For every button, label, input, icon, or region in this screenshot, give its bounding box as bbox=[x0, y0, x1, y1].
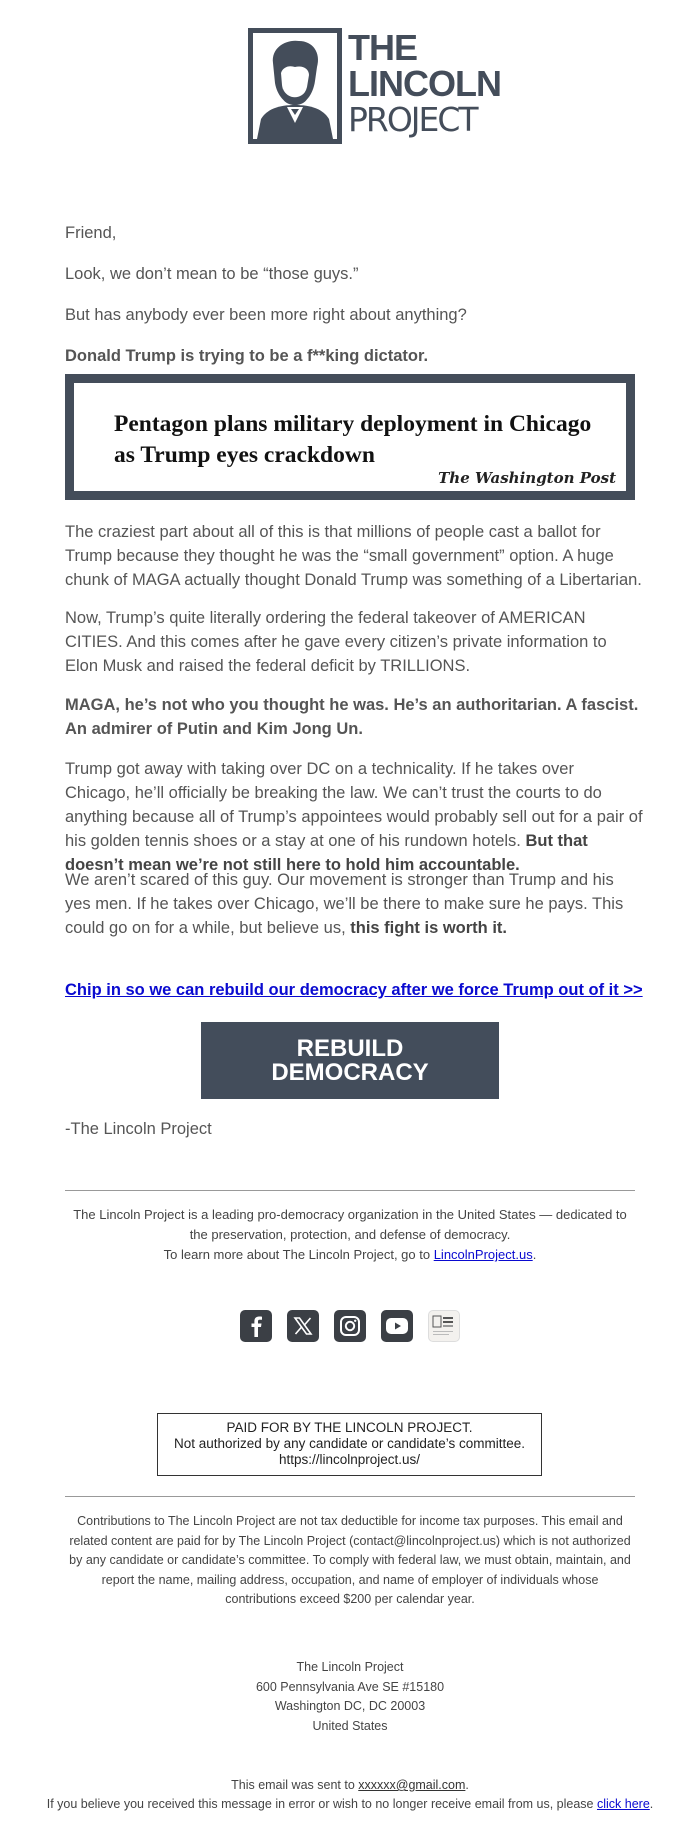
address-line-2: 600 Pennsylvania Ave SE #15180 bbox=[255, 1679, 445, 1694]
logo-line-3: PROJECT bbox=[348, 100, 477, 139]
mailing-address bbox=[30, 1658, 670, 1736]
paragraph-6-bold: MAGA, he’s not who you thought he was. He’s an authoritarian. A fascist. An admirer of Putin and Kim Jong Un. bbox=[65, 696, 639, 738]
lincoln-portrait-icon bbox=[248, 28, 342, 144]
about-end: . bbox=[532, 1247, 537, 1262]
lincoln-project-logo bbox=[248, 27, 501, 146]
paid-for-box bbox=[157, 1413, 542, 1476]
paragraph-2: But has anybody ever been more right about anything? bbox=[65, 306, 467, 324]
address-line-1: The Lincoln Project bbox=[296, 1660, 404, 1674]
paragraph-7-bold: But that doesn’t mean we’re not still here to hold him accountable. bbox=[65, 832, 588, 874]
youtube-icon[interactable] bbox=[381, 1310, 413, 1342]
disclaimer-text: Contributions to The Lincoln Project are not tax deductible for income tax purposes. This email and related content are paid for by The Lincoln Project (contact@lincolnproject.us) which is not authorized by any candidate or candidate’s committee. To comply with federal law, we must obtain, maintain, and report the name, mailing address, occupation, and name of employer of individuals whose contributions exceed $200 per calendar year. bbox=[69, 1514, 631, 1606]
paragraph-4: The craziest part about all of this is that millions of people cast a ballot for Trump because they thought he was the “small government” option. A huge chunk of MAGA actually thought Donald Trump was something of a Libertarian. bbox=[65, 523, 642, 589]
divider bbox=[65, 1190, 635, 1191]
unsubscribe-end: . bbox=[649, 1797, 654, 1811]
lincolnproject-link[interactable]: LincolnProject.us bbox=[433, 1247, 533, 1262]
button-line-1: REBUILD bbox=[296, 1034, 404, 1062]
paragraph-8-bold: this fight is worth it. bbox=[350, 919, 507, 937]
divider-2 bbox=[65, 1496, 635, 1497]
address-line-4: United States bbox=[312, 1718, 388, 1733]
about-text bbox=[65, 1205, 635, 1265]
x-icon[interactable] bbox=[287, 1310, 319, 1342]
instagram-icon[interactable] bbox=[334, 1310, 366, 1342]
lincoln-project-icon[interactable] bbox=[428, 1310, 460, 1342]
greeting: Friend, bbox=[65, 224, 117, 242]
unsubscribe-line bbox=[10, 1795, 690, 1814]
logo-line-1: THE bbox=[348, 27, 417, 68]
paragraph-1: Look, we don’t mean to be “those guys.” bbox=[65, 265, 359, 283]
headline-title: Pentagon plans military deployment in Chicago as Trump eyes crackdown bbox=[114, 411, 592, 468]
paragraph-5: Now, Trump’s quite literally ordering the federal takeover of AMERICAN CITIES. And this comes after he gave every citizen’s private information to Elon Musk and raised the federal deficit by TRILLIONS. bbox=[65, 609, 607, 675]
paragraph-8-text: We aren’t scared of this guy. Our movement is stronger than Trump and his yes men. If he takes over Chicago, we’ll be there to make sure he pays. This could go on for a while, but believe us, bbox=[65, 871, 624, 937]
unsubscribe-link[interactable]: click here bbox=[596, 1797, 650, 1811]
recipient-email-link[interactable]: xxxxxx@gmail.com bbox=[358, 1778, 466, 1792]
news-headline-image bbox=[65, 374, 635, 500]
paragraph-3-bold: Donald Trump is trying to be a f**king dictator. bbox=[65, 347, 429, 365]
about-line-1: The Lincoln Project is a leading pro-democracy organization in the United States — dedicated to the preservation, protection, and defense of democracy. bbox=[73, 1207, 627, 1242]
facebook-icon[interactable] bbox=[240, 1310, 272, 1342]
unsubscribe-prefix: If you believe you received this message in error or wish to no longer receive email from us, please bbox=[46, 1797, 597, 1811]
logo-wordmark bbox=[348, 27, 501, 139]
rebuild-democracy-button[interactable] bbox=[201, 1022, 499, 1099]
signoff: -The Lincoln Project bbox=[65, 1120, 212, 1138]
email-notice bbox=[10, 1776, 690, 1814]
sent-to-line bbox=[10, 1776, 690, 1795]
paid-line-3: https://lincolnproject.us/ bbox=[278, 1452, 421, 1467]
paragraph-7 bbox=[65, 757, 643, 877]
headline-source: The Washington Post bbox=[438, 469, 616, 487]
paragraph-7-text: Trump got away with taking over DC on a technicality. If he takes over Chicago, he’ll officially be breaking the law. We can’t trust the courts to do anything because all of Trump’s appointees would probably sell out for a pair of his golden tennis shoes or a stay at one of his rundown hotels. bbox=[65, 760, 643, 850]
logo-line-2: LINCOLN bbox=[348, 63, 501, 104]
about-line-2 bbox=[65, 1245, 635, 1265]
sent-to-prefix: This email was sent to bbox=[231, 1778, 359, 1792]
sent-to-end: . bbox=[465, 1778, 469, 1792]
paragraph-8 bbox=[65, 868, 643, 940]
button-line-2: DEMOCRACY bbox=[271, 1058, 429, 1086]
paid-line-2: Not authorized by any candidate or candidate’s committee. bbox=[174, 1436, 525, 1451]
address-line-3: Washington DC, DC 20003 bbox=[274, 1699, 426, 1713]
donate-link[interactable]: Chip in so we can rebuild our democracy after we force Trump out of it >> bbox=[65, 981, 643, 999]
about-prefix: To learn more about The Lincoln Project, go to bbox=[163, 1247, 434, 1262]
social-icons bbox=[240, 1310, 462, 1344]
paid-line-1: PAID FOR BY THE LINCOLN PROJECT. bbox=[226, 1420, 473, 1435]
